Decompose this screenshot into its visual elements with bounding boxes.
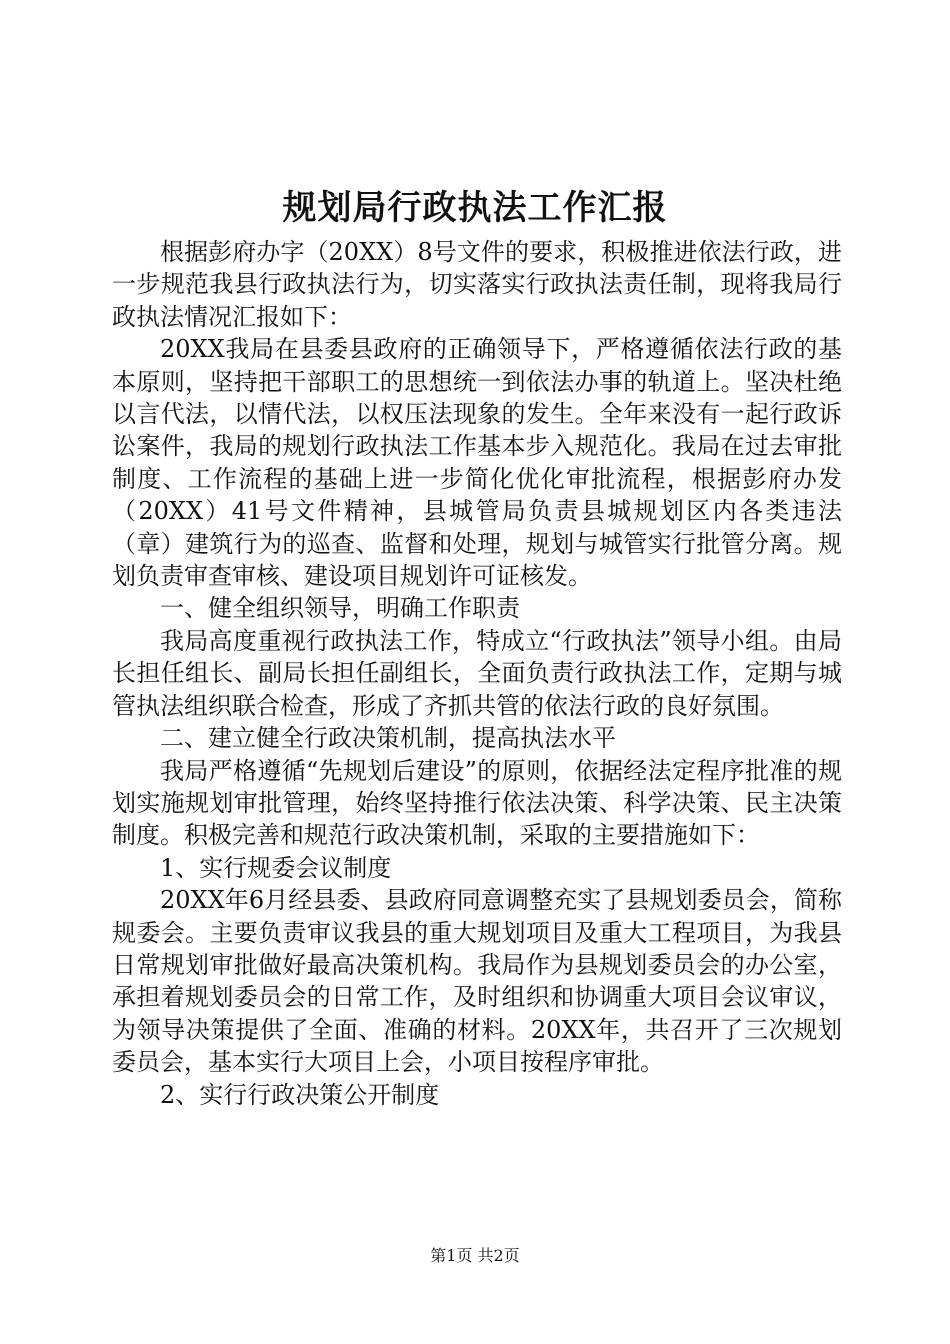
section-heading-1: 一、健全组织领导，明确工作职责 [160, 594, 520, 623]
section-heading-2: 二、建立健全行政决策机制，提高执法水平 [160, 724, 616, 753]
subsection-heading-1: 1、实行规委会议制度 [160, 853, 392, 882]
paragraph-overview: 20XX我局在县委县政府的正确领导下，严格遵循依法行政的基本原则，坚持把干部职工的思想统一到依法办事的轨道上。坚决杜绝以言代法，以情代法，以权压法现象的发生。全年来没有一起行政诉讼案件，我局的规划行政执法工作基本步入规范化。我局在过去审批制度、工作流程的基础上进一步简化优化审批流程，根据彭府办发（20XX）41号文件精神，县城管局负责县城规划区内各类违法（章）建筑行为的巡查、监督和处理，规划与城管实行批管分离。规划负责审查审核、建设项目规划许可证核发。 [112, 335, 842, 591]
paragraph-subsection-1: 20XX年6月经县委、县政府同意调整充实了县规划委员会，简称规委会。主要负责审议我县的重大规划项目及重大工程项目，为我县日常规划审批做好最高决策机构。我局作为县规划委员会的办公室，承担着规划委员会的日常工作，及时组织和协调重大项目会议审议，为领导决策提供了全面、准确的材料。20XX年，共召开了三次规划委员会，基本实行大项目上会，小项目按程序审批。 [112, 886, 842, 1077]
paragraph-intro: 根据彭府办字（20XX）8号文件的要求，积极推进依法行政，进一步规范我县行政执法行为，切实落实行政执法责任制，现将我局行政执法情况汇报如下： [112, 238, 842, 331]
document-title: 规划局行政执法工作汇报 [282, 188, 668, 228]
paragraph-section-1: 我局高度重视行政执法工作，特成立“行政执法”领导小组。由局长担任组长、副局长担任副组长，全面负责行政执法工作，定期与城管执法组织联合检查，形成了齐抓共管的依法行政的良好氛围。 [112, 626, 842, 720]
subsection-heading-2: 2、实行行政决策公开制度 [160, 1080, 440, 1109]
document-body [112, 236, 842, 1111]
paragraph-section-2: 我局严格遵循“先规划后建设”的原则，依据经法定程序批准的规划实施规划审批管理，始终坚持推行依法决策、科学决策、民主决策制度。积极完善和规范行政决策机制，采取的主要措施如下： [112, 756, 842, 850]
page-number-footer: 第1页 共2页 [430, 1246, 520, 1265]
